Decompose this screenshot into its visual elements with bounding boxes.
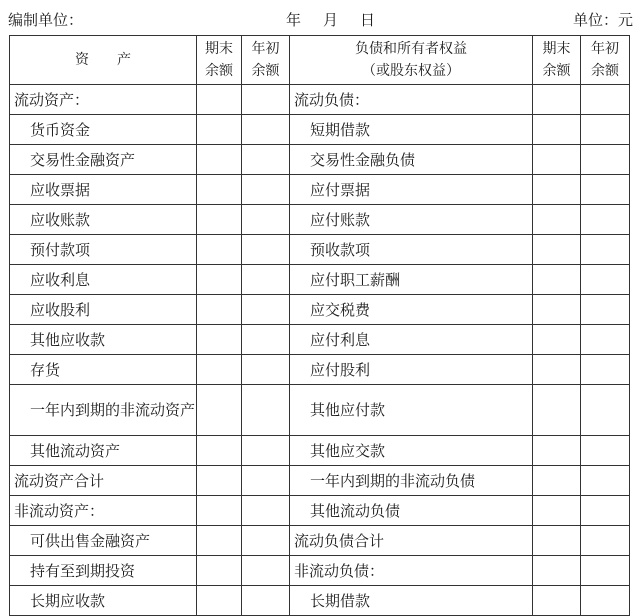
liability-item-label: 其他应交款 [290, 436, 533, 466]
liability-item-label: 流动负债合计 [290, 526, 533, 556]
asset-begin-balance-cell[interactable] [242, 205, 290, 235]
liability-item-label: 其他流动负债 [290, 496, 533, 526]
liability-begin-balance-cell[interactable] [581, 265, 630, 295]
day-label: 日 [360, 11, 376, 29]
liability-item-label: 应付利息 [290, 325, 533, 355]
table-row [10, 265, 630, 295]
liability-begin-balance-cell[interactable] [581, 526, 630, 556]
asset-end-balance-cell[interactable] [197, 175, 242, 205]
asset-begin-balance-cell[interactable] [242, 175, 290, 205]
currency-unit-label: 单位：元 [572, 11, 633, 29]
asset-begin-balance-cell[interactable] [242, 115, 290, 145]
table-row [10, 466, 630, 496]
asset-end-balance-cell[interactable] [197, 145, 242, 175]
liability-item-label: 其他应付款 [290, 385, 533, 436]
liability-end-balance-cell[interactable] [533, 436, 581, 466]
table-row [10, 526, 630, 556]
liability-item-label: 预收款项 [290, 235, 533, 265]
liability-begin-balance-cell[interactable] [581, 145, 630, 175]
liability-begin-balance-cell[interactable] [581, 205, 630, 235]
liability-begin-balance-cell[interactable] [581, 295, 630, 325]
liability-end-balance-cell[interactable] [533, 586, 581, 616]
liability-begin-balance-cell[interactable] [581, 85, 630, 115]
asset-begin-balance-cell[interactable] [242, 436, 290, 466]
asset-end-balance-cell[interactable] [197, 526, 242, 556]
liability-item-label: 流动负债： [290, 85, 533, 115]
asset-item-label: 长期应收款 [10, 586, 197, 616]
asset-begin-balance-cell[interactable] [242, 355, 290, 385]
asset-item-label: 应收利息 [10, 265, 197, 295]
asset-item-label: 其他流动资产 [10, 436, 197, 466]
begin-balance-header: 年初 余额 [242, 36, 290, 85]
asset-end-balance-cell[interactable] [197, 325, 242, 355]
liability-item-label: 长期借款 [290, 586, 533, 616]
asset-begin-balance-cell[interactable] [242, 556, 290, 586]
liability-begin-balance-cell[interactable] [581, 496, 630, 526]
prepared-by-label: 编制单位： [8, 11, 84, 29]
liability-end-balance-cell[interactable] [533, 526, 581, 556]
table-row [10, 295, 630, 325]
liability-end-balance-cell[interactable] [533, 355, 581, 385]
asset-end-balance-cell[interactable] [197, 496, 242, 526]
asset-begin-balance-cell[interactable] [242, 385, 290, 436]
table-row [10, 496, 630, 526]
month-label: 月 [323, 11, 339, 29]
asset-item-label: 可供出售金融资产 [10, 526, 197, 556]
table-row [10, 355, 630, 385]
asset-begin-balance-cell[interactable] [242, 265, 290, 295]
asset-item-label: 预付款项 [10, 235, 197, 265]
liability-end-balance-cell[interactable] [533, 466, 581, 496]
liability-begin-balance-cell[interactable] [581, 436, 630, 466]
liability-end-balance-cell[interactable] [533, 175, 581, 205]
asset-begin-balance-cell[interactable] [242, 85, 290, 115]
liability-begin-balance-cell[interactable] [581, 466, 630, 496]
asset-item-label: 其他应收款 [10, 325, 197, 355]
asset-end-balance-cell[interactable] [197, 385, 242, 436]
liability-item-label: 应交税费 [290, 295, 533, 325]
asset-item-label: 流动资产： [10, 85, 197, 115]
asset-end-balance-cell[interactable] [197, 355, 242, 385]
asset-end-balance-cell[interactable] [197, 115, 242, 145]
liability-begin-balance-cell[interactable] [581, 325, 630, 355]
asset-begin-balance-cell[interactable] [242, 295, 290, 325]
asset-end-balance-cell[interactable] [197, 466, 242, 496]
table-row [10, 175, 630, 205]
liability-item-label: 应付账款 [290, 205, 533, 235]
asset-begin-balance-cell[interactable] [242, 235, 290, 265]
liability-end-balance-cell[interactable] [533, 145, 581, 175]
table-row [10, 325, 630, 355]
liability-begin-balance-cell[interactable] [581, 175, 630, 205]
liability-end-balance-cell[interactable] [533, 85, 581, 115]
table-row [10, 385, 630, 436]
asset-end-balance-cell[interactable] [197, 556, 242, 586]
table-row [10, 115, 630, 145]
asset-item-label: 持有至到期投资 [10, 556, 197, 586]
liability-end-balance-cell[interactable] [533, 235, 581, 265]
liability-begin-balance-cell[interactable] [581, 385, 630, 436]
liability-begin-balance-cell[interactable] [581, 355, 630, 385]
asset-end-balance-cell[interactable] [197, 586, 242, 616]
table-row [10, 85, 630, 115]
asset-end-balance-cell[interactable] [197, 436, 242, 466]
asset-item-label: 存货 [10, 355, 197, 385]
asset-end-balance-cell[interactable] [197, 235, 242, 265]
asset-begin-balance-cell[interactable] [242, 586, 290, 616]
liability-end-balance-cell[interactable] [533, 385, 581, 436]
liability-end-balance-cell[interactable] [533, 295, 581, 325]
asset-item-label: 货币资金 [10, 115, 197, 145]
liability-begin-balance-cell[interactable] [581, 235, 630, 265]
table-header-row [10, 36, 630, 85]
asset-begin-balance-cell[interactable] [242, 466, 290, 496]
liability-item-label: 应付职工薪酬 [290, 265, 533, 295]
liability-end-balance-cell[interactable] [533, 265, 581, 295]
liability-end-balance-cell[interactable] [533, 325, 581, 355]
asset-begin-balance-cell[interactable] [242, 496, 290, 526]
liability-end-balance-cell[interactable] [533, 556, 581, 586]
liabilities-equity-header: 负债和所有者权益 （或股东权益） [290, 36, 533, 85]
asset-begin-balance-cell[interactable] [242, 526, 290, 556]
asset-end-balance-cell[interactable] [197, 205, 242, 235]
assets-header: 资 产 [10, 36, 197, 85]
report-header [8, 8, 633, 32]
table-row [10, 436, 630, 466]
liability-end-balance-cell[interactable] [533, 496, 581, 526]
asset-end-balance-cell[interactable] [197, 85, 242, 115]
balance-sheet-table [9, 35, 630, 616]
end-balance-header-right: 期末 余额 [533, 36, 581, 85]
asset-begin-balance-cell[interactable] [242, 145, 290, 175]
asset-item-label: 流动资产合计 [10, 466, 197, 496]
asset-begin-balance-cell[interactable] [242, 325, 290, 355]
year-label: 年 [286, 11, 302, 29]
asset-item-label: 一年内到期的非流动资产 [10, 385, 197, 436]
asset-item-label: 应收票据 [10, 175, 197, 205]
table-row [10, 586, 630, 616]
end-balance-header: 期末 余额 [197, 36, 242, 85]
report-date [286, 8, 375, 32]
asset-item-label: 交易性金融资产 [10, 145, 197, 175]
liability-end-balance-cell[interactable] [533, 115, 581, 145]
asset-end-balance-cell[interactable] [197, 265, 242, 295]
liability-item-label: 交易性金融负债 [290, 145, 533, 175]
liability-end-balance-cell[interactable] [533, 205, 581, 235]
liability-begin-balance-cell[interactable] [581, 586, 630, 616]
asset-end-balance-cell[interactable] [197, 295, 242, 325]
liability-begin-balance-cell[interactable] [581, 115, 630, 145]
asset-item-label: 应收账款 [10, 205, 197, 235]
table-row [10, 145, 630, 175]
table-row [10, 235, 630, 265]
asset-item-label: 应收股利 [10, 295, 197, 325]
liability-begin-balance-cell[interactable] [581, 556, 630, 586]
liability-item-label: 短期借款 [290, 115, 533, 145]
table-row [10, 556, 630, 586]
table-row [10, 205, 630, 235]
begin-balance-header-right: 年初 余额 [581, 36, 630, 85]
asset-item-label: 非流动资产： [10, 496, 197, 526]
liability-item-label: 应付票据 [290, 175, 533, 205]
liability-item-label: 非流动负债： [290, 556, 533, 586]
liability-item-label: 一年内到期的非流动负债 [290, 466, 533, 496]
liability-item-label: 应付股利 [290, 355, 533, 385]
